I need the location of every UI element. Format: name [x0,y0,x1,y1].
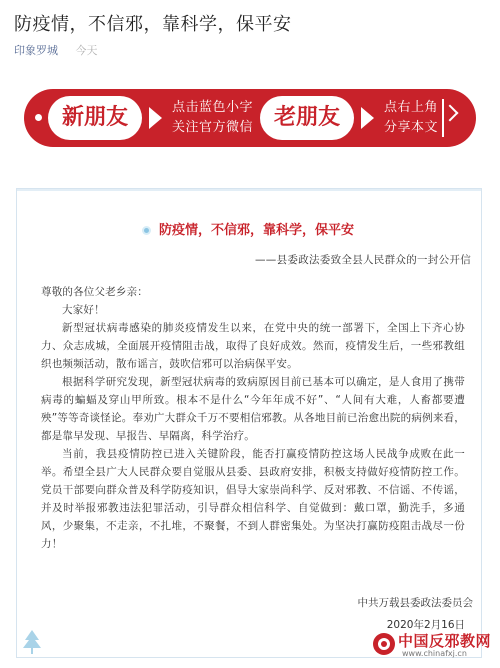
banner-dot-left [35,114,42,121]
site-watermark [372,630,494,662]
letter-greeting: 大家好！ [62,304,105,316]
letter-heading [17,219,481,238]
bullet-dot-icon [144,228,149,233]
letter-body [41,283,465,553]
follow-line-2: 关注官方微信 [172,120,254,135]
publish-date: 今天 [75,44,98,57]
share-line-1: 点右上角 [384,100,439,115]
anti-cult-logo-icon [372,632,396,656]
account-name-link[interactable]: 印象罗城 [14,44,58,57]
letter-paragraph: 根据科学研究发现，新型冠状病毒的致病原因目前已基本可以确定，是人食用了携带病毒的蝙蝠及穿山甲所致。根本不是什么“今年年成不好”、“人间有大难，人畜都要遭殃”等等奇谈怪论。奉劝广大群众千万不要相信邪教。从各地目前已治愈出院的病例来看，都是靠早发现、早报告、早隔离，科学治疗。 [41,376,465,442]
follow-share-banner[interactable] [24,89,476,147]
arrow-right-icon [149,107,162,129]
old-friend-label: 老朋友 [260,96,354,140]
letter-paragraph: 当前，我县疫情防控已进入关键阶段，能否打赢疫情防控这场人民战争成败在此一举。希望全县广大人民群众要自觉服从县委、县政府安排，积极支持做好疫情防控工作。党员干部要向群众普及科学防疫知识，倡导大家崇尚科学、反对邪教、不信谣、不传谣，并及时举报邪教违法犯罪活动，引导群众相信科学、自觉做到：戴口罩，勤洗手，多通风，少聚集，不走亲，不扎堆，不聚餐，不到人群密集处。为坚决打赢防疫阻击战尽一份力！ [41,448,465,550]
follow-line-1: 点击蓝色小字 [172,100,254,115]
watermark-name: 中国反邪教网 [398,632,492,650]
article-title: 防疫情，不信邪，靠科学，保平安 [14,14,292,35]
open-letter-card [16,188,482,658]
letter-salutation: 尊敬的各位父老乡亲： [41,286,148,298]
article-meta [14,42,98,58]
letter-subtitle: ——县委政法委致全县人民群众的一封公开信 [255,254,471,266]
new-friend-label: 新朋友 [48,96,142,140]
letter-org: 中共万载县委政法委员会 [357,597,473,609]
letter-heading-text: 防疫情，不信邪，靠科学，保平安 [158,223,354,238]
watermark-url: www.chinafxj.cn [402,649,467,658]
letter-paragraph: 新型冠状病毒感染的肺炎疫情发生以来，在党中央的统一部署下，全国上下齐心协力、众志成城，全面展开疫情阻击战，取得了良好成效。然而，疫情发生后，一些邪教组织也频频活动，散布谣言，鼓吹信邪可以治病保平安。 [41,322,465,370]
arrow-right-icon [361,107,374,129]
letter-date: 2020年2月16日 [386,619,465,631]
pine-tree-icon [21,629,43,655]
share-line-2: 分享本文 [384,120,439,135]
share-flag-icon [442,99,460,137]
